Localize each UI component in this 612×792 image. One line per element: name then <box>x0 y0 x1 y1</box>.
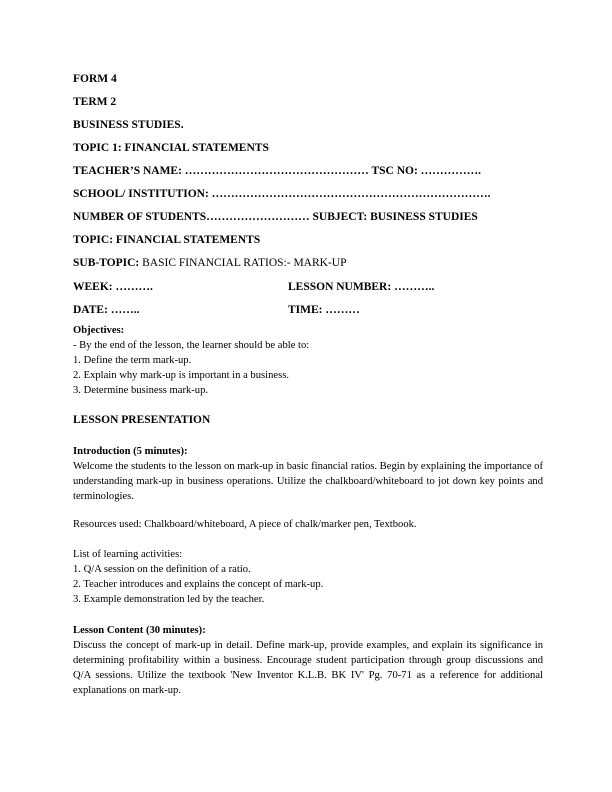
activities-heading: List of learning activities: <box>73 549 183 560</box>
lesson-content-heading: Lesson Content (30 minutes): <box>73 625 206 636</box>
subject-line: BUSINESS STUDIES. <box>73 119 184 131</box>
introduction-heading: Introduction (5 minutes): <box>73 446 188 457</box>
school-line: SCHOOL/ INSTITUTION: ………………………………………………………………. <box>73 188 491 200</box>
lesson-content-section <box>73 623 543 698</box>
subtopic-value: BASIC FINANCIAL RATIOS:- MARK-UP <box>139 257 347 269</box>
introduction-section <box>73 444 543 504</box>
resources-line <box>73 517 543 532</box>
activity-item: 3. Example demonstration led by the teacher. <box>73 594 265 605</box>
term-label: TERM 2 <box>73 96 117 108</box>
date-label: DATE: …….. <box>73 304 140 316</box>
week-label: WEEK: ………. <box>73 281 153 293</box>
objective-item: 3. Determine business mark-up. <box>73 385 209 396</box>
activities-section <box>73 547 543 607</box>
introduction-text: Welcome the students to the lesson on mark-up in basic financial ratios. Begin by explaining the importance of understanding mark-up in business operations. Utilize the chalkboard/whiteboard to jot down key points and terminologies. <box>73 461 543 502</box>
form-label: FORM 4 <box>73 73 117 85</box>
subtopic-label: SUB-TOPIC: <box>73 257 140 269</box>
activity-item: 2. Teacher introduces and explains the concept of mark-up. <box>73 579 324 590</box>
objectives-heading: Objectives: <box>73 325 125 336</box>
resources-text: Resources used: Chalkboard/whiteboard, A piece of chalk/marker pen, Textbook. <box>73 519 417 530</box>
objective-item: 2. Explain why mark-up is important in a business. <box>73 370 289 381</box>
lesson-content-text: Discuss the concept of mark-up in detail. Define mark-up, provide examples, and explain its significance in determining profitability within a business. Encourage student participation through group discussions and Q/A sessions. Utilize the textbook 'New Inventor K.L.B. BK IV' Pg. 70-71 as a reference for additional explanations on mark-up. <box>73 640 543 696</box>
subtopic-line <box>73 256 346 270</box>
lesson-presentation-heading: LESSON PRESENTATION <box>73 414 211 426</box>
week-line <box>73 280 153 294</box>
topic-line: TOPIC: FINANCIAL STATEMENTS <box>73 234 261 246</box>
teacher-name-line: TEACHER’S NAME: ………………………………………… TSC NO: ……………. <box>73 165 482 177</box>
objective-item: 1. Define the term mark-up. <box>73 355 192 366</box>
lesson-number-label: LESSON NUMBER: ……….. <box>288 281 435 293</box>
objectives-section <box>73 323 543 398</box>
objectives-intro: - By the end of the lesson, the learner should be able to: <box>73 340 310 351</box>
time-label: TIME: ……… <box>288 304 360 316</box>
students-subject-line: NUMBER OF STUDENTS……………………… SUBJECT: BUSINESS STUDIES <box>73 211 478 223</box>
activity-item: 1. Q/A session on the definition of a ratio. <box>73 564 251 575</box>
topic1-line: TOPIC 1: FINANCIAL STATEMENTS <box>73 142 269 154</box>
